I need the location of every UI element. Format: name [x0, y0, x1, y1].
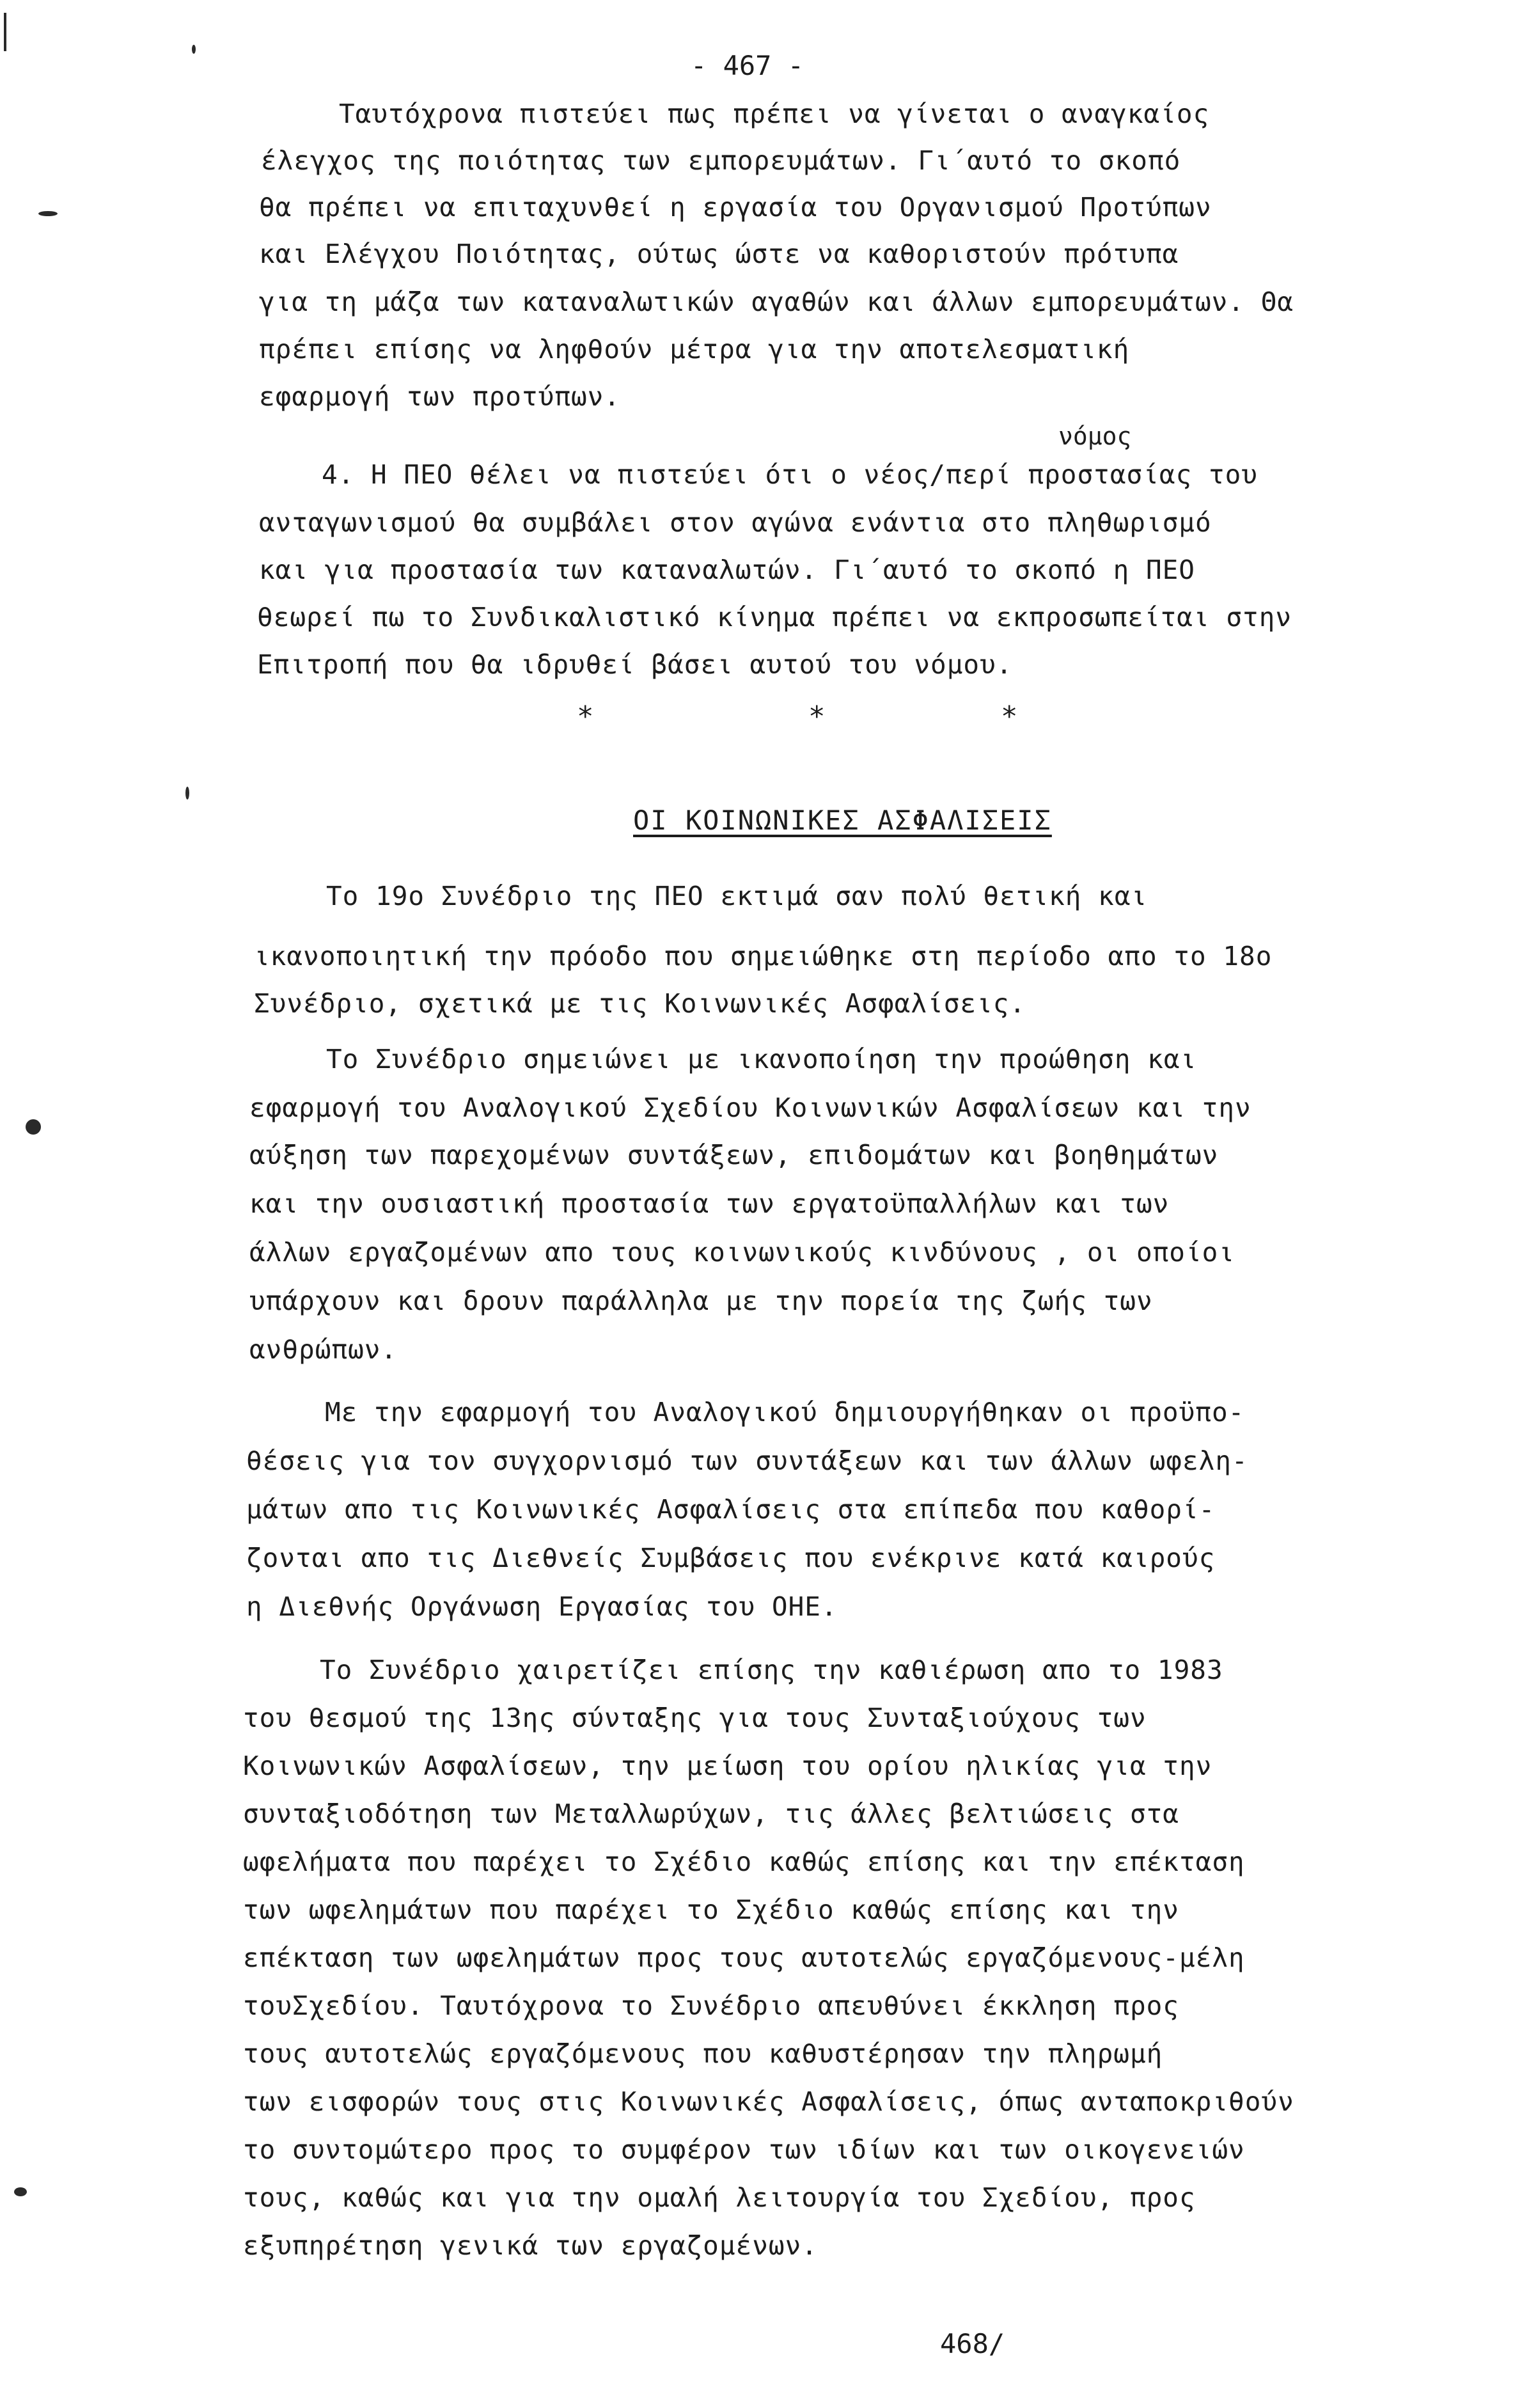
text-line: Το Συνέδριο σημειώνει με ικανοποίηση την προώθηση και: [326, 1044, 1197, 1074]
text-line: εφαρμογή του Αναλογικού Σχεδίου Κοινωνικών Ασφαλίσεων και την: [249, 1092, 1251, 1123]
text-line: των ωφελημάτων που παρέχει το Σχέδιο καθώς επίσης και την: [243, 1894, 1179, 1925]
text-line: υπάρχουν και δρουν παράλληλα με την πορεία της ζωής των: [249, 1286, 1153, 1316]
text-line: αύξηση των παρεχομένων συντάξεων, επιδομάτων και βοηθημάτων: [249, 1140, 1219, 1170]
text-line: μάτων απο τις Κοινωνικές Ασφαλίσεις στα επίπεδα που καθορί-: [246, 1494, 1216, 1525]
text-line: και Ελέγχου Ποιότητας, ούτως ώστε να καθοριστούν πρότυπα: [259, 239, 1179, 269]
section-heading: ΟΙ ΚΟΙΝΩΝΙΚΕΣ ΑΣΦΑΛΙΣΕΙΣ: [633, 805, 1052, 836]
text-line: εφαρμογή των προτύπων.: [259, 381, 621, 412]
scan-speck: [4, 13, 6, 51]
scan-speck: [192, 45, 196, 54]
text-line: ικανοποιητική την πρόοδο που σημειώθηκε στη περίοδο απο το 18ο: [254, 941, 1273, 972]
text-line: θεωρεί πω το Συνδικαλιστικό κίνημα πρέπει να εκπροσωπείται στην: [257, 602, 1292, 633]
scan-speck: [14, 2187, 27, 2196]
text-line: θα πρέπει να επιταχυνθεί η εργασία του Οργανισμού Προτύπων: [259, 192, 1212, 223]
page-number: - 467 -: [691, 50, 804, 81]
scan-speck: [26, 1119, 41, 1135]
text-line: ανθρώπων.: [249, 1334, 398, 1365]
text-line: ανταγωνισμού θα συμβάλει στον αγώνα ενάντια στο πληθωρισμό: [259, 507, 1212, 538]
text-line: συνταξιοδότηση των Μεταλλωρύχων, τις άλλες βελτιώσεις στα: [243, 1798, 1179, 1829]
handwritten-insertion: νόμος: [1058, 422, 1132, 450]
text-line: Με την εφαρμογή του Αναλογικού δημιουργήθηκαν οι προϋπο-: [325, 1397, 1245, 1428]
text-line: για τη μάζα των καταναλωτικών αγαθών και άλλων εμπορευμάτων. Θα: [259, 287, 1294, 317]
text-line: ωφελήματα που παρέχει το Σχέδιο καθώς επίσης και την επέκταση: [243, 1846, 1245, 1877]
text-line: το συντομώτερο προς το συμφέρον των ιδίων και των οικογενειών: [243, 2134, 1245, 2165]
text-line: και για προστασία των καταναλωτών. Γι΄αυτό το σκοπό η ΠΕΟ: [259, 555, 1195, 585]
text-line: Το 19ο Συνέδριο της ΠΕΟ εκτιμά σαν πολύ θετική και: [326, 881, 1148, 911]
text-line: Το Συνέδριο χαιρετίζει επίσης την καθιέρωση απο το 1983: [320, 1655, 1223, 1685]
text-line: του θεσμού της 13ης σύνταξης για τους Συνταξιούχους των: [243, 1703, 1147, 1733]
text-line: τους, καθώς και για την ομαλή λειτουργία του Σχεδίου, προς: [243, 2182, 1196, 2213]
text-line: και την ουσιαστική προστασία των εργατοϋπαλλήλων και των: [249, 1188, 1170, 1219]
text-line: Συνέδριο, σχετικά με τις Κοινωνικές Ασφαλίσεις.: [254, 988, 1026, 1019]
text-line: εξυπηρέτηση γενικά των εργαζομένων.: [243, 2230, 818, 2261]
text-line: τουΣχεδίου. Ταυτόχρονα το Συνέδριο απευθύνει έκκληση προς: [243, 1990, 1179, 2021]
text-line: ζονται απο τις Διεθνείς Συμβάσεις που ενέκρινε κατά καιρούς: [246, 1543, 1216, 1573]
text-line: 4. Η ΠΕΟ θέλει να πιστεύει ότι ο νέος/περί προστασίας του: [322, 459, 1258, 490]
text-line: επέκταση των ωφελημάτων προς τους αυτοτελώς εργαζόμενους-μέλη: [243, 1942, 1245, 1973]
separator-star: *: [1001, 700, 1018, 733]
text-line: Ταυτόχρονα πιστεύει πως πρέπει να γίνεται ο αναγκαίος: [339, 98, 1210, 129]
text-line: έλεγχος της ποιότητας των εμπορευμάτων. Γι΄αυτό το σκοπό: [261, 145, 1181, 176]
text-line: των εισφορών τους στις Κοινωνικές Ασφαλίσεις, όπως ανταποκριθούν: [243, 2086, 1294, 2117]
scan-speck: [185, 787, 189, 799]
separator-star: *: [577, 700, 594, 733]
text-line: τους αυτοτελώς εργαζόμενους που καθυστέρησαν την πληρωμή: [243, 2038, 1163, 2069]
text-line: πρέπει επίσης να ληφθούν μέτρα για την αποτελεσματική: [259, 334, 1130, 365]
separator-star: *: [808, 700, 826, 733]
text-line: θέσεις για τον συγχορνισμό των συντάξεων και των άλλων ωφελη-: [246, 1445, 1248, 1476]
text-line: άλλων εργαζομένων απο τους κοινωνικούς κινδύνους , οι οποίοι: [249, 1237, 1235, 1268]
scan-speck: [38, 211, 58, 216]
text-line: Επιτροπή που θα ιδρυθεί βάσει αυτού του νόμου.: [257, 649, 1013, 680]
text-line: η Διεθνής Οργάνωση Εργασίας του ΟΗΕ.: [246, 1591, 838, 1622]
continuation-page-number: 468/: [940, 2328, 1005, 2359]
text-line: Κοινωνικών Ασφαλίσεων, την μείωση του ορίου ηλικίας για την: [243, 1751, 1212, 1781]
